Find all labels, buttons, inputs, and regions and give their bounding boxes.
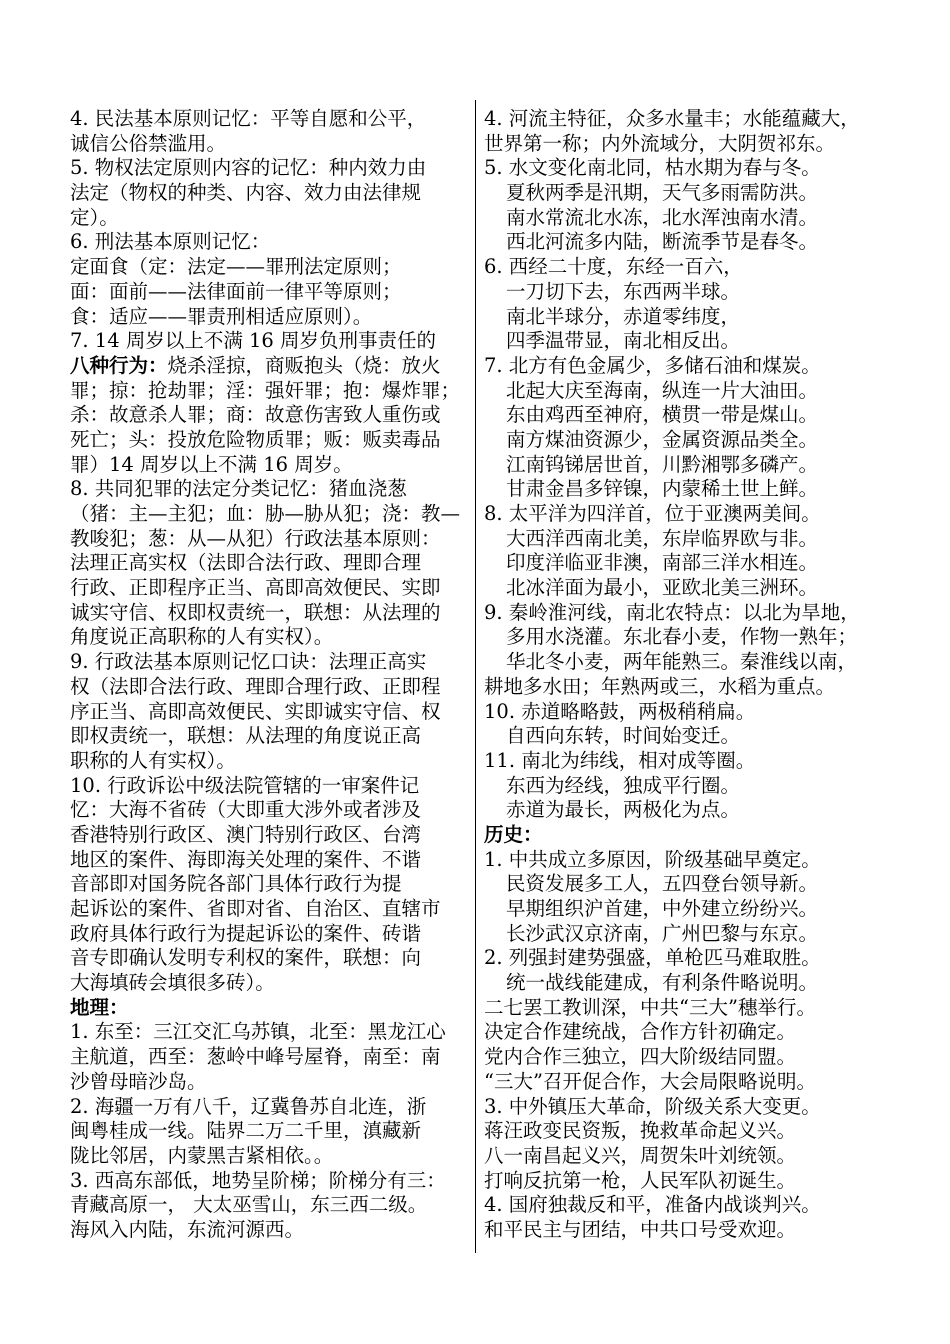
text-line: 二七罢工教训深，中共“三大”穗举行。 (484, 995, 816, 1019)
text-line: 死亡；头：投放危险物质罪；贩：贩卖毒品 (70, 427, 441, 451)
text-line: 四季温带显，南北相反出。 (506, 329, 741, 353)
text-line: 面：面前——法律面前一律平等原则； (70, 279, 402, 303)
text-line: 9. 行政法基本原则记忆口诀：法理正高实 (70, 650, 427, 674)
text-line: 决定合作建统战，合作方针初确定。 (484, 1020, 797, 1044)
text-line: 大海填砖会填很多砖）。 (70, 971, 275, 995)
text-line: 闽粤桂成一线。陆界二万二千里，滇藏新 (70, 1119, 422, 1143)
text-line: 音专即确认发明专利权的案件，联想：向 (70, 946, 422, 970)
text-line: 陇比邻居，内蒙黑吉紧相依。。 (70, 1143, 334, 1167)
text-line: 音部即对国务院各部门具体行政行为提 (70, 872, 402, 896)
text-line: 东西为经线，独成平行圈。 (506, 773, 741, 797)
text-line: 民资发展多工人，五四登台领导新。 (506, 872, 819, 896)
text-line: 9. 秦岭淮河线，南北农特点：以北为旱地， (484, 600, 860, 624)
text-line: 地区的案件、海即海关处理的案件、不谐 (70, 847, 422, 871)
text-line: 青藏高原一， 大太巫雪山，东三西二级。 (70, 1193, 428, 1217)
text-line: 职称的人有实权）。 (70, 748, 236, 772)
text-line: 教唆犯；葱：从—从犯）行政法基本原则： (70, 526, 441, 550)
text-line: 自西向东转，时间始变迁。 (506, 724, 741, 748)
text-line: 西北河流多内陆，断流季节是春冬。 (506, 230, 819, 254)
section-heading-history: 历史： (484, 822, 543, 846)
text-line: 罪）14 周岁以上不满 16 周岁。 (70, 452, 353, 476)
text-line: 沙曾母暗沙岛。 (70, 1069, 207, 1093)
text-line-mixed (70, 354, 467, 379)
text-line: 8. 太平洋为四洋首，位于亚澳两美间。 (484, 502, 821, 525)
text-line: 印度洋临亚非澳，南部三洋水相连。 (506, 551, 819, 575)
text-line: 5. 水文变化南北同，枯水期为春与冬。 (484, 156, 821, 180)
text-line: 华北冬小麦，两年能熟三。秦淮线以南， (506, 650, 858, 674)
text-line: 南北半球分，赤道零纬度， (506, 304, 741, 328)
text-line: 统一战线能建成，有利条件略说明。 (506, 971, 819, 995)
text-line: 10. 行政诉讼中级法院管辖的一审案件记 (70, 773, 420, 797)
text-line: 夏秋两季是汛期，天气多雨需防洪。 (506, 181, 819, 205)
text-line: 起诉讼的案件、省即对省、自治区、直辖市 (70, 897, 441, 920)
column-divider (475, 100, 476, 1253)
text-line: 打响反抗第一枪，人民军队初诞生。 (484, 1168, 797, 1192)
text-line: 6. 西经二十度，东经一百六， (484, 255, 743, 279)
text-line: 北冰洋面为最小，亚欧北美三洲环。 (506, 576, 819, 600)
text-line: 3. 中外镇压大革命，阶级关系大变更。 (484, 1094, 821, 1118)
text-line: 政府具体行政行为提起诉讼的案件、砖谐 (70, 921, 422, 945)
text-line: 3. 西高东部低，地势呈阶梯；阶梯分有三： (70, 1168, 446, 1192)
text-line: 蒋汪政变民资叛，挽救革命起义兴。 (484, 1119, 797, 1143)
text-line: 序正当、高即高效便民、实即诚实守信、权 (70, 699, 441, 723)
text-line: 南方煤油资源少，金属资源品类全。 (506, 427, 819, 451)
text-line: “三大”召开促合作，大会局限略说明。 (484, 1069, 816, 1093)
text-line: 长沙武汉京济南，广州巴黎与东京。 (506, 921, 819, 945)
left-column (70, 107, 467, 1243)
text-line: 定面食（定：法定——罪刑法定原则； (70, 255, 402, 279)
text-line: 诚实守信、权即权责统一，联想：从法理的 (70, 600, 441, 624)
text-line: 主航道，西至：葱岭中峰号屋脊，南至：南 (70, 1045, 441, 1069)
text-line: 法理正高实权（法即合法行政、理即合理 (70, 551, 422, 575)
text-line: 1. 东至：三江交汇乌苏镇，北至：黑龙江心 (70, 1020, 446, 1044)
text-line: （猪：主—主犯；血：胁—胁从犯；浇：教— (70, 502, 461, 525)
text-line: 行政、正即程序正当、高即高效便民、实即 (70, 576, 441, 600)
text-line: 1. 中共成立多原因，阶级基础早奠定。 (484, 847, 821, 871)
text-line: 7. 北方有色金属少，多储石油和煤炭。 (484, 353, 821, 377)
text-line: 权（法即合法行政、理即合理行政、正即程 (70, 674, 441, 698)
text-line: 诚信公俗禁滥用。 (70, 131, 227, 155)
text-line: 大西洋西南北美，东岸临界欧与非。 (506, 526, 819, 550)
right-column (484, 107, 876, 1243)
text-line: 江南钨锑居世首，川黔湘鄂多磷产。 (506, 452, 819, 476)
text-line: 2. 海疆一万有八千，辽冀鲁苏自北连，浙 (70, 1094, 427, 1118)
text-line: 4. 国府独裁反和平，准备内战谈判兴。 (484, 1193, 821, 1217)
text-line: 杀：故意杀人罪；商：故意伤害致人重伤或 (70, 403, 441, 427)
text-line: 7. 14 周岁以上不满 16 周岁负刑事责任的 (70, 329, 437, 353)
text-line: 食：适应——罪责刑相适应原则）。 (70, 304, 373, 328)
text-line: 党内合作三独立，四大阶级结同盟。 (484, 1045, 797, 1069)
text-line: 八一南昌起义兴，周贺朱叶刘统领。 (484, 1143, 797, 1167)
text-line: 定）。 (70, 205, 119, 229)
text-line: 6. 刑法基本原则记忆： (70, 230, 271, 254)
text-line: 和平民主与团结，中共口号受欢迎。 (484, 1217, 797, 1241)
text-line: 5. 物权法定原则内容的记忆：种内效力由 (70, 156, 427, 180)
text-line: 早期组织沪首建，中外建立纷纷兴。 (506, 897, 819, 920)
text-line: 多用水浇灌。东北春小麦，作物一熟年； (506, 625, 858, 649)
text-line: 10. 赤道略略鼓，两极稍稍扁。 (484, 699, 756, 723)
text-line: 4. 河流主特征，众多水量丰；水能蕴藏大， (484, 107, 860, 130)
text-run: 烧杀淫掠，商贩抱头（烧：放火 (167, 353, 441, 377)
text-line: 忆：大海不省砖（大即重大涉外或者涉及 (70, 798, 422, 822)
section-heading-geography: 地理： (70, 995, 129, 1019)
text-line: 法定（物权的种类、内容、效力由法律规 (70, 181, 422, 205)
text-line: 甘肃金昌多锌镍，内蒙稀土世上鲜。 (506, 477, 819, 501)
text-line: 罪；掠：抢劫罪；淫：强奸罪；抱：爆炸罪； (70, 378, 461, 402)
text-line: 11. 南北为纬线，相对成等圈。 (484, 748, 756, 772)
text-line: 世界第一称；内外流域分，大阴贺祁东。 (484, 131, 836, 155)
text-line: 耕地多水田；年熟两或三，水稻为重点。 (484, 674, 836, 698)
text-line: 8. 共同犯罪的法定分类记忆：猪血浇葱 (70, 477, 407, 501)
text-line: 即权责统一，联想：从法理的角度说正高 (70, 724, 422, 748)
text-line: 赤道为最长，两极化为点。 (506, 798, 741, 822)
text-line: 北起大庆至海南，纵连一片大油田。 (506, 378, 819, 402)
bold-term: 八种行为： (70, 353, 168, 377)
text-line: 南水常流北水冻，北水浑浊南水清。 (506, 205, 819, 229)
text-line: 海风入内陆，东流河源西。 (70, 1217, 305, 1241)
text-line: 2. 列强封建势强盛，单枪匹马难取胜。 (484, 946, 821, 970)
text-line: 香港特别行政区、澳门特别行政区、台湾 (70, 822, 422, 846)
text-line: 角度说正高职称的人有实权）。 (70, 625, 334, 649)
text-line: 4. 民法基本原则记忆：平等自愿和公平， (70, 107, 427, 130)
text-line: 一刀切下去，东西两半球。 (506, 279, 741, 303)
text-line: 东由鸡西至神府，横贯一带是煤山。 (506, 403, 819, 427)
